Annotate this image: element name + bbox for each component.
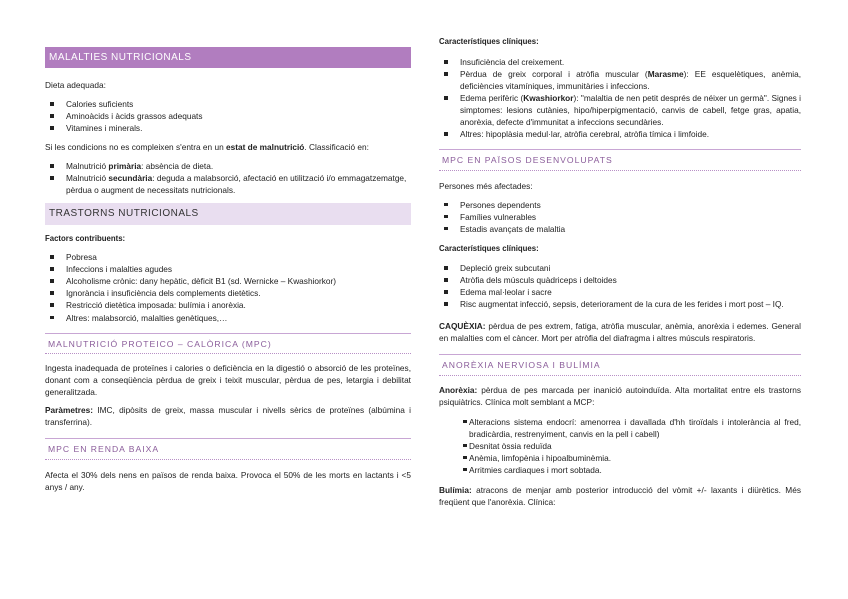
list-item: Anèmia, limfopènia i hipoalbuminèmia. — [439, 452, 801, 464]
list-item: Calories suficients — [45, 98, 411, 110]
caracteristiques-label-2: Característiques clíniques: — [439, 243, 539, 253]
list-item: Altres: malabsorció, malalties genètiques,… — [45, 312, 411, 324]
condicions-text: Si les condicions no es compleixen s'entra en un estat de malnutrició. Classificació en: — [45, 142, 369, 153]
list-item: Infeccions i malalties agudes — [45, 263, 411, 275]
list-item: Pèrdua de greix corporal i atròfia muscular (Marasme): EE esquelètiques, anèmia, deficiències vitamíniques, immunitàries i infeccions. — [439, 68, 801, 92]
left-column — [45, 0, 411, 493]
heading-anorexia-bulimia: ANORÈXIA NERVIOSA I BULÍMIA — [439, 354, 801, 375]
persones-list — [439, 199, 801, 235]
parametres-text: Paràmetres: IMC, dipòsits de greix, massa muscular i nivells sèrics de proteïnes (albúmina i transferrina). — [45, 405, 411, 428]
factors-list — [45, 251, 411, 323]
heading-mpc-desenvolupats: MPC EN PAÏSOS DESENVOLUPATS — [439, 149, 801, 170]
heading-malalties-nutricionals: MALALTIES NUTRICIONALS — [45, 47, 411, 68]
caracteristiques-label-1: Característiques clíniques: — [439, 37, 539, 46]
anorexia-text: Anorèxia: pèrdua de pes marcada per inanició autoinduïda. Alta mortalitat entre els trastorns psiquiàtrics. Clínica molt semblant a MCP: — [439, 384, 801, 407]
list-item: Malnutrició primària: absència de dieta. — [45, 160, 411, 172]
persones-label: Persones més afectades: — [439, 180, 533, 191]
caracteristiques-list-2 — [439, 262, 801, 310]
list-item: Desnitat òssia reduïda — [439, 440, 801, 452]
list-item: Edema perifèric (Kwashiorkor): "malaltia de nen petit després de néixer un germà". Signes i simptomes: lesions cutànies, hipo/hiperpigmentació, canvis de cabell, fetge gras, apatia, anorèxia, defecte d'immunitat a infeccions secundàries. — [439, 92, 801, 128]
heading-mpc: MALNUTRICIÓ PROTEICO – CALÒRICA (MPC) — [45, 333, 411, 354]
list-item: Aminoàcids i àcids grassos adequats — [45, 110, 411, 122]
list-item: Arritmies cardiaques i mort sobtada. — [439, 464, 801, 476]
list-item: Insuficiència del creixement. — [439, 56, 801, 68]
heading-mpc-renda-baixa: MPC EN RENDA BAIXA — [45, 438, 411, 459]
caquexia-text: CAQUÈXIA: pèrdua de pes extrem, fatiga, atròfia muscular, anèmia, anorèxia i edemes. General en malalties com el càncer. Mort per atròfia del diafragma i altres músculs respiratoris. — [439, 321, 801, 344]
anorexia-list — [439, 416, 801, 476]
caracteristiques-list-1 — [439, 56, 801, 140]
list-item: Famílies vulnerables — [439, 211, 801, 223]
bulimia-text: Bulímia: atracons de menjar amb posterior introducció del vòmit +/- laxants i diürètics. Més freqüent que l'anorèxia. Clínica: — [439, 484, 801, 507]
list-item: Altres: hipoplàsia medul·lar, atròfia cerebral, atròfia tímica i limfoide. — [439, 128, 801, 140]
list-item: Pobresa — [45, 251, 411, 263]
list-item: Malnutrició secundària: deguda a malabsorció, afectació en utilització i/o emmagatzematge, pèrdua o augment de necessitats nutricionals. — [45, 172, 411, 196]
list-item: Atròfia dels músculs quàdriceps i deltoides — [439, 274, 801, 286]
list-item: Alcoholisme crònic: dany hepàtic, dèficit B1 (sd. Wernicke – Kwashiorkor) — [45, 275, 411, 287]
list-item: Ignorància i insuficiència dels complements dietètics. — [45, 287, 411, 299]
mpc-description: Ingesta inadequada de proteïnes i calories o deficiència en la digestió o absorció de les proteïnes, donant com a conseqüència pèrdua de greix i teixit muscular, pèrdua de pes, letargia i debilitat generalitzada. — [45, 362, 411, 397]
malnutricio-list — [45, 160, 411, 196]
list-item: Restricció dietètica imposada: bulímia i anorèxia. — [45, 299, 411, 311]
heading-trastorns-nutricionals: TRASTORNS NUTRICIONALS — [45, 203, 411, 225]
right-column — [439, 0, 801, 508]
list-item: Vitamines i minerals. — [45, 122, 411, 134]
renda-text: Afecta el 30% dels nens en països de renda baixa. Provoca el 50% de les morts en lactants i <5 anys / any. — [45, 469, 411, 492]
list-item: Edema mal·leolar i sacre — [439, 286, 801, 298]
list-item: Risc augmentat infecció, sepsis, deteriorament de la cura de les ferides i mort post – IQ. — [439, 298, 801, 310]
factors-label: Factors contribuents: — [45, 234, 126, 244]
list-item: Depleció greix subcutani — [439, 262, 801, 274]
list-item: Alteracions sistema endocrí: amenorrea i davallada d'hh tiroïdals i intolerància al fred, bradicàrdia, restrenyiment, canvis en la pell i cabell) — [439, 416, 801, 440]
list-item: Persones dependents — [439, 199, 801, 211]
list-item: Estadis avançats de malaltia — [439, 223, 801, 235]
dieta-list — [45, 98, 411, 134]
dieta-label: Dieta adequada: — [45, 80, 106, 90]
